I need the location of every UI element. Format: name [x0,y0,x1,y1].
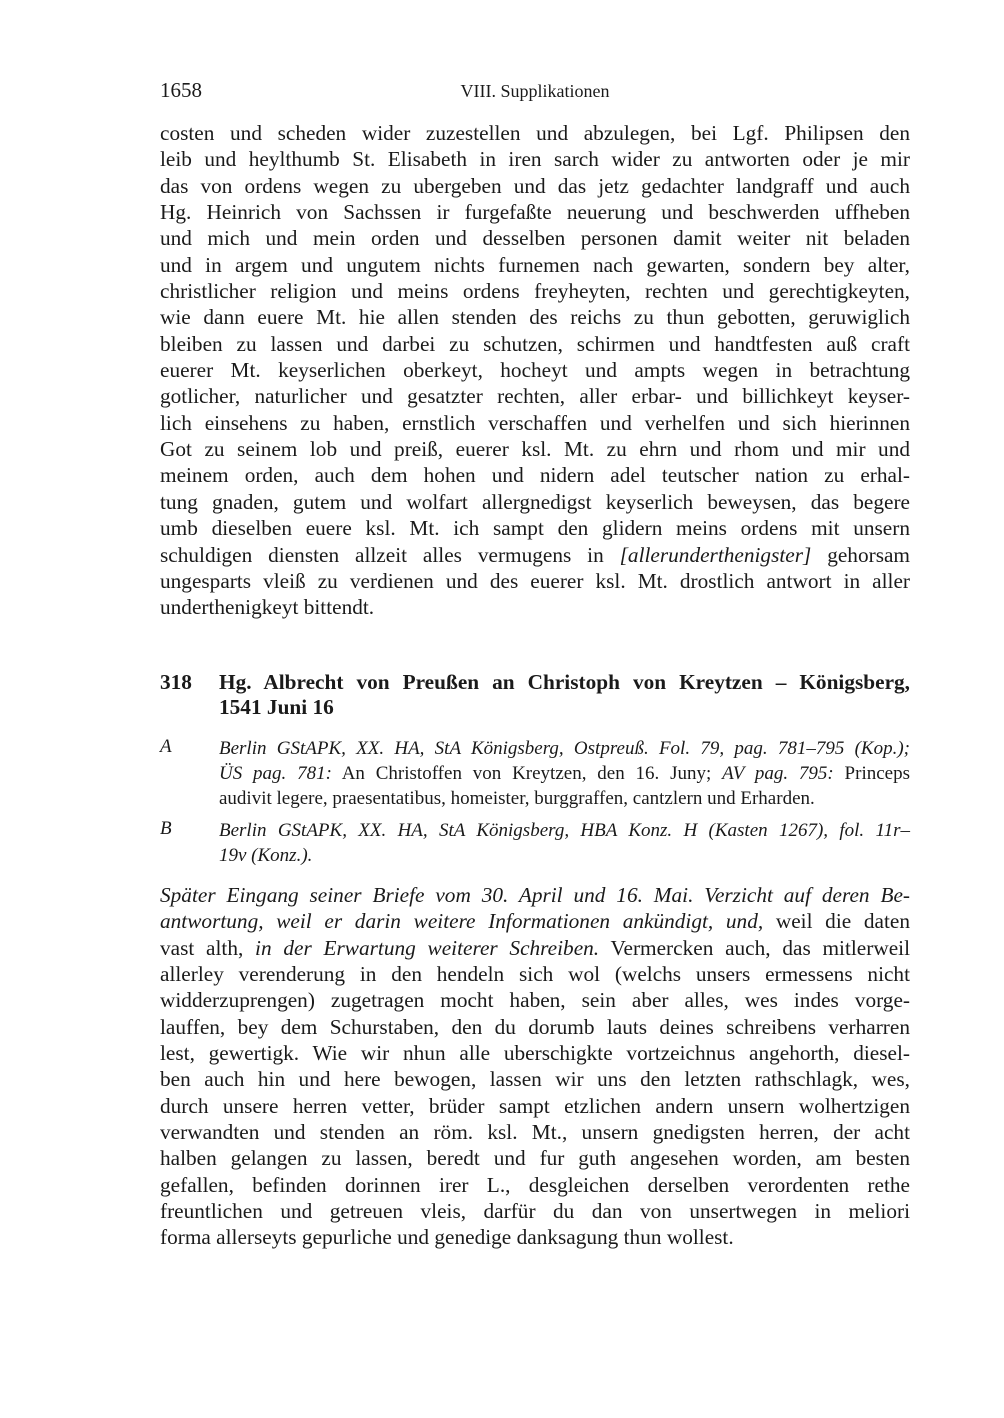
italic-text: antwortung, weil er darin weitere Informationen ankündigt, und, [160,909,764,934]
text: verwandten und stenden an röm. ksl. Mt., unsern gnedigsten herren, der acht [160,1120,910,1145]
text: audivit legere, praesentatibus, homeister, burggraffen, cantzlern und Erharden. [219,788,815,809]
page-number: 1658 [160,78,202,102]
text: durch unsere herren vetter, brüder sampt etzlichen andern unsern wolhertzigen [160,1093,910,1118]
text: leib und heylthumb St. Elisabeth in iren sarch wider zu antworten oder je mir [160,147,910,172]
text: freuntlichen und getreuen vleis, darfür du dan von unsertwegen in meliori [160,1199,910,1224]
text: Hg. Heinrich von Sachssen ir furgefaßte neuerung und beschwerden uffheben [160,200,910,225]
text: christlicher religion und meins ordens freyheyten, rechten und gerechtigkeyten, [160,279,910,304]
text-line [160,935,910,961]
italic-text: AV pag. 795: [722,763,834,784]
text-line [160,278,910,304]
document-title-line: 1541 Juni 16 [219,695,334,719]
text-line [160,908,910,934]
text: forma allerseyts gepurliche und genedige danksagung thun wollest. [160,1225,734,1250]
text-line [160,568,910,594]
text: gotlicher, naturlicher und gesatzter rechten, aller erbar- und billichkeyt keyser- [160,384,910,409]
text: vast alth, [160,935,256,960]
source-siglum: A [160,736,172,757]
text-line [219,843,910,868]
text-line [160,987,910,1013]
text: widderzuprengen) zugetragen mocht haben, sein aber alles, wes indes vorge- [160,988,910,1013]
text: umb dieselben euere ksl. Mt. ich sampt den glidern meins ordens mit unsern [160,516,910,541]
text-line [160,120,910,146]
paragraph-continuation [160,120,910,621]
italic-text: Berlin GStAPK, XX. HA, StA Königsberg, Ostpreuß. Fol. 79, pag. 781–795 (Kop.); [219,738,910,759]
text-line [160,1224,910,1250]
text: gehorsam [811,542,910,567]
page-header [160,78,910,108]
document-number: 318 [160,670,192,694]
text-line [160,1066,910,1092]
italic-text: Berlin GStAPK, XX. HA, StA Königsberg, HBA Konz. H (Kasten 1267), fol. 11r– [219,820,910,841]
text-line [160,1119,910,1145]
running-title: VIII. Supplikationen [460,81,610,101]
text: schuldigen diensten allzeit alles vermugens in [160,542,620,567]
text-line [160,383,910,409]
text-line [160,436,910,462]
text: und mich und mein orden und desselben personen damit weiter nit beladen [160,226,910,251]
text: bleiben zu lassen und darbei zu schutzen, schirmen und handtfesten auß craft [160,331,910,356]
text-line [160,410,910,436]
text-line [219,761,910,786]
text-line [160,357,910,383]
text: ben auch hin und here bewogen, lassen wir uns den letzten rathschlagk, wes, [160,1067,910,1092]
text-line [160,882,910,908]
text: euerer Mt. keyserlichen oberkeyt, hocheyt und ampts wegen in betrachtung [160,358,910,383]
italic-text: [allerunderthenigster] [619,542,812,567]
text: meinem orden, auch dem hohen und nidern adel teutscher nation zu erhal- [160,463,910,488]
text: ungesparts vleiß zu verdienen und des euerer ksl. Mt. drostlich antwort in aller [160,568,910,593]
text: das von ordens wegen zu ubergeben und das jetz gedachter landgraff und auch [160,173,910,198]
text-line [160,331,910,357]
text: lauffen, bey dem Schurstaben, den du dorumb lauts deines schreibens verharren [160,1014,910,1039]
source-siglum: B [160,818,172,839]
text-line [160,1198,910,1224]
text-line [160,462,910,488]
text: tung gnaden, gutem und wolfart allergnedigst keyserlich beweysen, das begere [160,489,910,514]
text: Vermercken auch, das mitlerweil [599,935,910,960]
text: Princeps [833,763,910,784]
text-line [160,252,910,278]
text: costen und scheden wider zuzestellen und abzulegen, bei Lgf. Philipsen den [160,121,910,145]
text-line [160,1040,910,1066]
text: wie dann euere Mt. hie allen stenden des reichs zu thun gebotten, geruwiglich [160,305,910,330]
text-line [219,736,910,761]
text-line [160,173,910,199]
text-line [160,515,910,541]
text-line [160,542,910,568]
text-line [160,1014,910,1040]
text: Got zu seinem lob und preiß, euerer ksl. Mt. zu ehrn und rhom und mir und [160,437,910,462]
text: An Christoffen von Kreytzen, den 16. Juny; [331,763,723,784]
text-line [219,786,910,811]
text: und in argem und ungutem nichts furnemen nach gewarten, sondern bey alter, [160,252,910,277]
text: lest, gewertigk. Wie wir nhun alle uberschigkte vortzeichnus angehorth, diesel- [160,1041,910,1066]
italic-text: ÜS pag. 781: [219,763,332,784]
text: underthenigkeyt bittendt. [160,595,375,620]
text-line [160,961,910,987]
italic-text: in der Erwartung weiterer Schreiben. [255,935,600,960]
text-line [160,304,910,330]
text-line [160,146,910,172]
text: weil die daten [763,909,910,934]
text-line [219,818,910,843]
text-line [160,1093,910,1119]
italic-text: Später Eingang seiner Briefe vom 30. April und 16. Mai. Verzicht auf deren Be- [160,883,910,907]
text-line [160,1172,910,1198]
paragraph-regest-and-text [160,882,910,1251]
text: halben gelangen zu lassen, beredt und fur guth angesehen worden, am besten [160,1146,910,1171]
text-line [160,1145,910,1171]
text-line [160,594,910,620]
document-title-line: Hg. Albrecht von Preußen an Christoph von Kreytzen – Königsberg, [219,670,910,694]
text: allerley verenderung in den hendeln sich wol (welchs unsers ermessens nicht [160,962,910,987]
text: gefallen, befinden dorinnen irer L., desgleichen derselben verordenten rethe [160,1172,910,1197]
text-line [160,225,910,251]
text-line [160,489,910,515]
text: lich einsehens zu haben, ernstlich verschaffen und verhelfen und sich hierinnen [160,410,910,435]
italic-text: 19v (Konz.). [219,845,313,866]
text-line [160,199,910,225]
